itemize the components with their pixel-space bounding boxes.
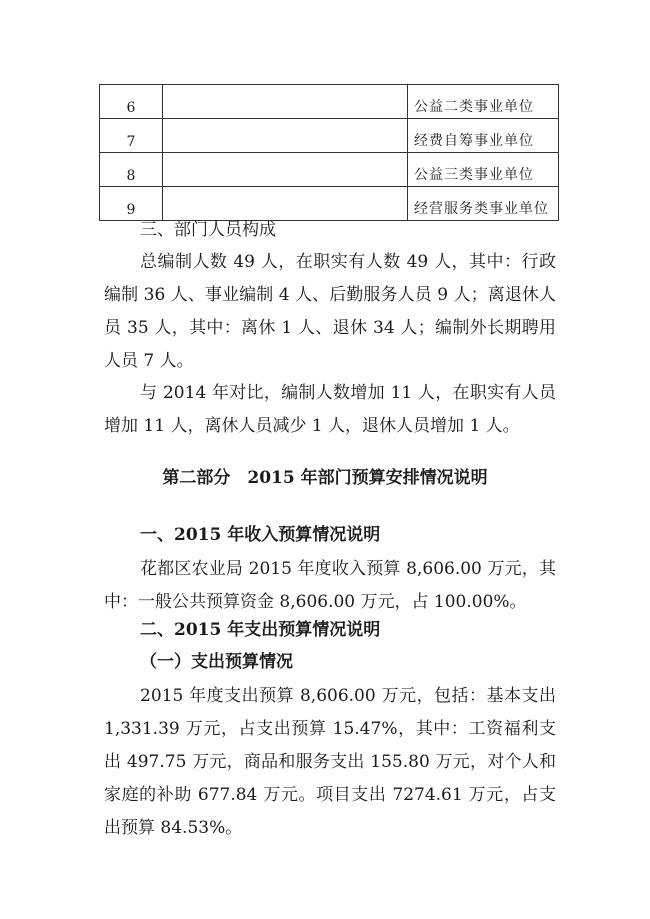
section3-paragraph-2: 与 2014 年对比，编制人数增加 11 人，在职实有人员增加 11 人，离休人员减少 1 人，退休人员增加 1 人。 (104, 383, 556, 436)
unit-table (99, 84, 559, 221)
unit-type-cell: 经营服务类事业单位 (408, 187, 559, 221)
row-number: 8 (100, 153, 163, 187)
unit-type-cell: 经费自筹事业单位 (408, 119, 559, 153)
unit-type-cell: 公益二类事业单位 (408, 85, 559, 119)
table-row (100, 187, 559, 221)
row-number: 9 (100, 187, 163, 221)
table-row (100, 85, 559, 119)
expense-heading: 二、2015 年支出预算情况说明 (140, 620, 381, 640)
expense-subheading: （一）支出预算情况 (140, 652, 293, 672)
unit-name-cell (163, 187, 408, 221)
table-row (100, 119, 559, 153)
table-row (100, 153, 559, 187)
row-number: 6 (100, 85, 163, 119)
row-number: 7 (100, 119, 163, 153)
unit-type-cell: 公益三类事业单位 (408, 153, 559, 187)
income-heading: 一、2015 年收入预算情况说明 (140, 525, 381, 545)
expense-paragraph: 2015 年度支出预算 8,606.00 万元，包括：基本支出 1,331.39 万元，占支出预算 15.47%，其中：工资福利支出 497.75 万元，商品和服务支出 155.80 万元，对个人和家庭的补助 677.84 万元。项目支出 7274.61 万元，占支出预算 84.53%。 (104, 686, 556, 838)
section3-paragraph-1: 总编制人数 49 人，在职实有人数 49 人，其中：行政编制 36 人、事业编制 4 人、后勤服务人员 9 人；离退休人员 35 人，其中：离休 1 人、退休 34 人；编制外长期聘用人员 7 人。 (104, 252, 556, 371)
income-paragraph: 花都区农业局 2015 年度收入预算 8,606.00 万元，其中：一般公共预算资金 8,606.00 万元，占 100.00%。 (104, 559, 556, 612)
unit-name-cell (163, 153, 408, 187)
section3-heading: 三、部门人员构成 (140, 220, 276, 240)
unit-name-cell (163, 119, 408, 153)
unit-name-cell (163, 85, 408, 119)
part2-title: 第二部分 2015 年部门预算安排情况说明 (162, 468, 488, 488)
